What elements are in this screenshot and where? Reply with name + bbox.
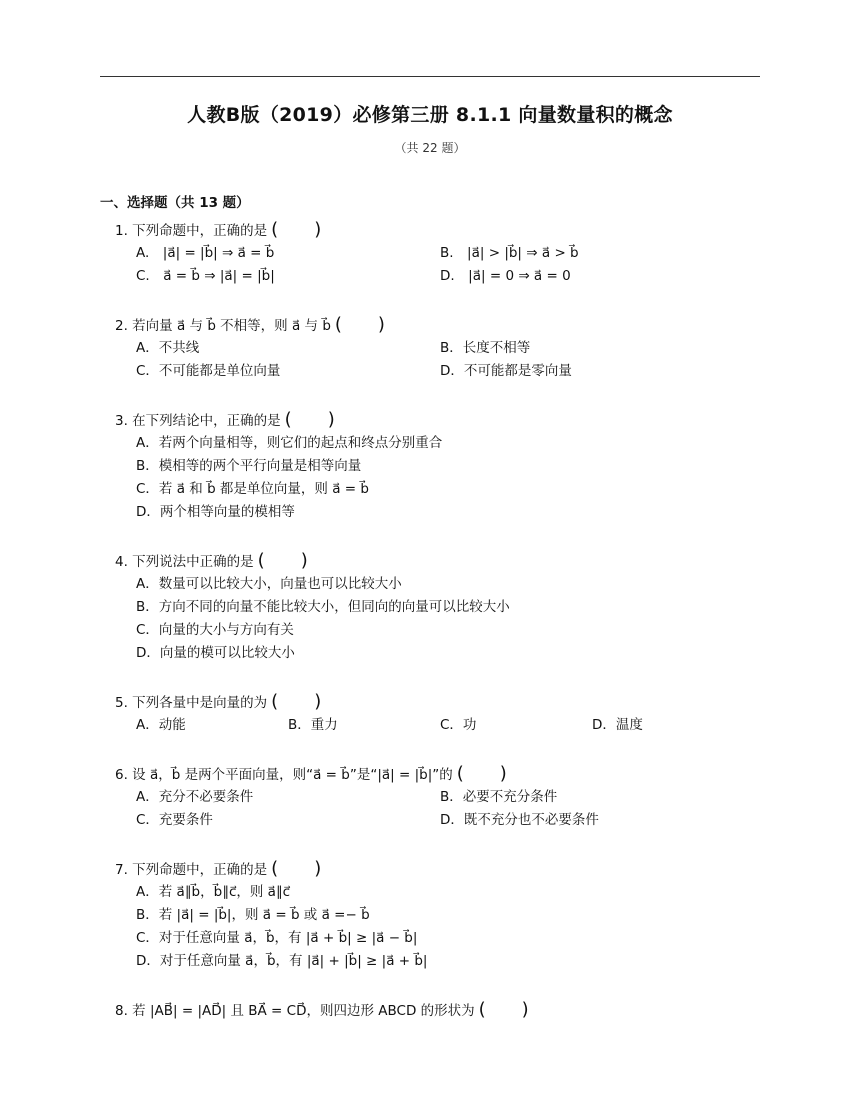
question-stem: 3. 在下列结论中，正确的是 bbox=[115, 413, 281, 429]
option-d: D. |a⃗| = 0 ⇒ a⃗ = 0 bbox=[440, 268, 571, 284]
option-a: A．若两个向量相等，则它们的起点和终点分别重合 bbox=[136, 435, 443, 451]
option-a: A．若 a⃗∥b⃗，b⃗∥c⃗，则 a⃗∥c⃗ bbox=[136, 884, 291, 900]
question-stem: 4. 下列说法中正确的是 bbox=[115, 554, 254, 570]
option-c: C．若 a⃗ 和 b⃗ 都是单位向量，则 a⃗ = b⃗ bbox=[136, 481, 369, 497]
option-c: C. a⃗ = b⃗ ⇒ |a⃗| = |b⃗| bbox=[136, 268, 275, 284]
answer-paren: ( ) bbox=[257, 550, 308, 571]
question-count: （共 22 题） bbox=[394, 141, 466, 155]
top-rule bbox=[100, 76, 760, 77]
option-b: B．方向不同的向量不能比较大小，但同向的向量可以比较大小 bbox=[136, 599, 510, 615]
answer-paren: ( ) bbox=[271, 219, 322, 240]
option-c: C．向量的大小与方向有关 bbox=[136, 622, 294, 638]
question-2 bbox=[115, 314, 775, 383]
option-d: D．既不充分也不必要条件 bbox=[440, 812, 599, 828]
option-b: B．必要不充分条件 bbox=[440, 789, 558, 805]
question-stem: 5. 下列各量中是向量的为 bbox=[115, 695, 268, 711]
question-6 bbox=[115, 763, 775, 832]
option-b: B．长度不相等 bbox=[440, 340, 531, 356]
option-d: D．向量的模可以比较大小 bbox=[136, 645, 295, 661]
question-stem: 8. 若 |AB⃗| = |AD⃗| 且 BA⃗ = CD⃗，则四边形 ABCD 的形状为 bbox=[115, 1003, 475, 1019]
answer-paren: ( ) bbox=[334, 314, 385, 335]
option-a: A．数量可以比较大小，向量也可以比较大小 bbox=[136, 576, 402, 592]
question-3 bbox=[115, 409, 775, 524]
option-b: B．模相等的两个平行向量是相等向量 bbox=[136, 458, 362, 474]
question-stem: 6. 设 a⃗，b⃗ 是两个平面向量，则“a⃗ = b⃗”是“|a⃗| = |b⃗|”的 bbox=[115, 767, 453, 783]
question-1 bbox=[115, 219, 775, 288]
question-8 bbox=[115, 999, 775, 1021]
page-title: 人教B版（2019）必修第三册 8.1.1 向量数量积的概念 bbox=[187, 104, 673, 126]
option-d: D．两个相等向量的模相等 bbox=[136, 504, 295, 520]
answer-paren: ( ) bbox=[271, 858, 322, 879]
option-a: A．动能 bbox=[136, 717, 186, 733]
option-c: C．不可能都是单位向量 bbox=[136, 363, 281, 379]
question-7 bbox=[115, 858, 775, 973]
question-stem: 2. 若向量 a⃗ 与 b⃗ 不相等，则 a⃗ 与 b⃗ bbox=[115, 318, 331, 334]
option-b: B．重力 bbox=[288, 717, 338, 733]
question-stem: 1. 下列命题中，正确的是 bbox=[115, 223, 268, 239]
option-a: A. |a⃗| = |b⃗| ⇒ a⃗ = b⃗ bbox=[136, 245, 275, 261]
option-a: A．充分不必要条件 bbox=[136, 789, 254, 805]
option-d: D．不可能都是零向量 bbox=[440, 363, 572, 379]
option-c: C．对于任意向量 a⃗，b⃗，有 |a⃗ + b⃗| ≥ |a⃗ − b⃗| bbox=[136, 930, 418, 946]
answer-paren: ( ) bbox=[456, 763, 507, 784]
option-d: D．对于任意向量 a⃗，b⃗，有 |a⃗| + |b⃗| ≥ |a⃗ + b⃗| bbox=[136, 953, 428, 969]
question-5 bbox=[115, 691, 775, 737]
option-a: A．不共线 bbox=[136, 340, 200, 356]
section-heading: 一、选择题（共 13 题） bbox=[100, 195, 250, 211]
question-4 bbox=[115, 550, 775, 665]
question-stem: 7. 下列命题中，正确的是 bbox=[115, 862, 268, 878]
answer-paren: ( ) bbox=[478, 999, 529, 1020]
option-b: B. |a⃗| > |b⃗| ⇒ a⃗ > b⃗ bbox=[440, 245, 579, 261]
option-d: D．温度 bbox=[592, 717, 643, 733]
option-c: C．功 bbox=[440, 717, 477, 733]
answer-paren: ( ) bbox=[271, 691, 322, 712]
option-c: C．充要条件 bbox=[136, 812, 213, 828]
answer-paren: ( ) bbox=[284, 409, 335, 430]
option-b: B．若 |a⃗| = |b⃗|，则 a⃗ = b⃗ 或 a⃗ =− b⃗ bbox=[136, 907, 370, 923]
